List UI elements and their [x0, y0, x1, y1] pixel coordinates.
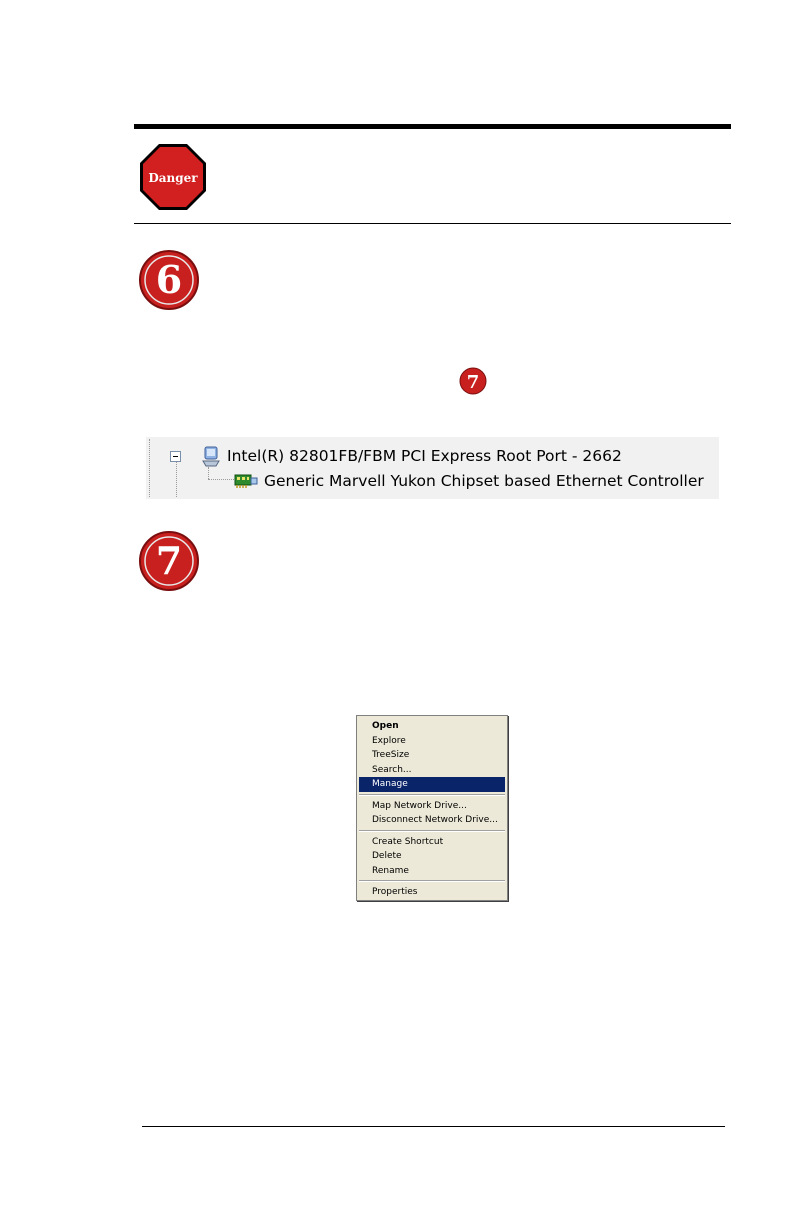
step-6-number: 6 [155, 257, 183, 302]
menu-item-search[interactable]: Search... [372, 764, 412, 775]
danger-sign-label: Danger [148, 171, 198, 185]
menu-item-disconnect-network-drive[interactable]: Disconnect Network Drive... [372, 815, 498, 825]
menu-separator [359, 880, 505, 882]
tree-node-ethernet-controller[interactable] [234, 472, 704, 490]
network-adapter-icon [234, 473, 258, 489]
tree-node-root-port[interactable] [201, 445, 622, 467]
step-7-reference-icon [459, 367, 487, 395]
danger-stop-sign-icon [138, 142, 208, 212]
menu-item-rename[interactable]: Rename [372, 865, 409, 876]
menu-item-delete[interactable]: Delete [372, 851, 402, 861]
menu-item-map-network-drive[interactable]: Map Network Drive... [372, 800, 467, 811]
step-7-reference-number: 7 [466, 372, 480, 393]
danger-divider [134, 223, 731, 224]
menu-item-manage[interactable]: Manage [359, 777, 505, 792]
tree-node-root-port-label: Intel(R) 82801FB/FBM PCI Express Root Port - 2662 [227, 447, 622, 465]
menu-item-explore[interactable]: Explore [372, 735, 406, 746]
menu-item-open[interactable]: Open [372, 721, 399, 731]
menu-item-treesize[interactable]: TreeSize [372, 750, 410, 760]
step-6-badge-icon [138, 249, 200, 311]
collapse-toggle[interactable] [170, 451, 181, 462]
step-7-number: 7 [155, 538, 183, 583]
top-rule [134, 124, 731, 129]
menu-separator [359, 830, 505, 832]
step-7-badge-icon [138, 530, 200, 592]
menu-item-create-shortcut[interactable]: Create Shortcut [372, 836, 444, 847]
menu-separator [359, 794, 505, 796]
footer-rule [142, 1126, 725, 1127]
device-manager-tree [146, 437, 719, 499]
tree-node-ethernet-controller-label: Generic Marvell Yukon Chipset based Ethernet Controller [264, 472, 704, 490]
menu-item-properties[interactable]: Properties [372, 887, 418, 897]
pci-device-icon [201, 445, 221, 467]
context-menu [356, 715, 508, 901]
